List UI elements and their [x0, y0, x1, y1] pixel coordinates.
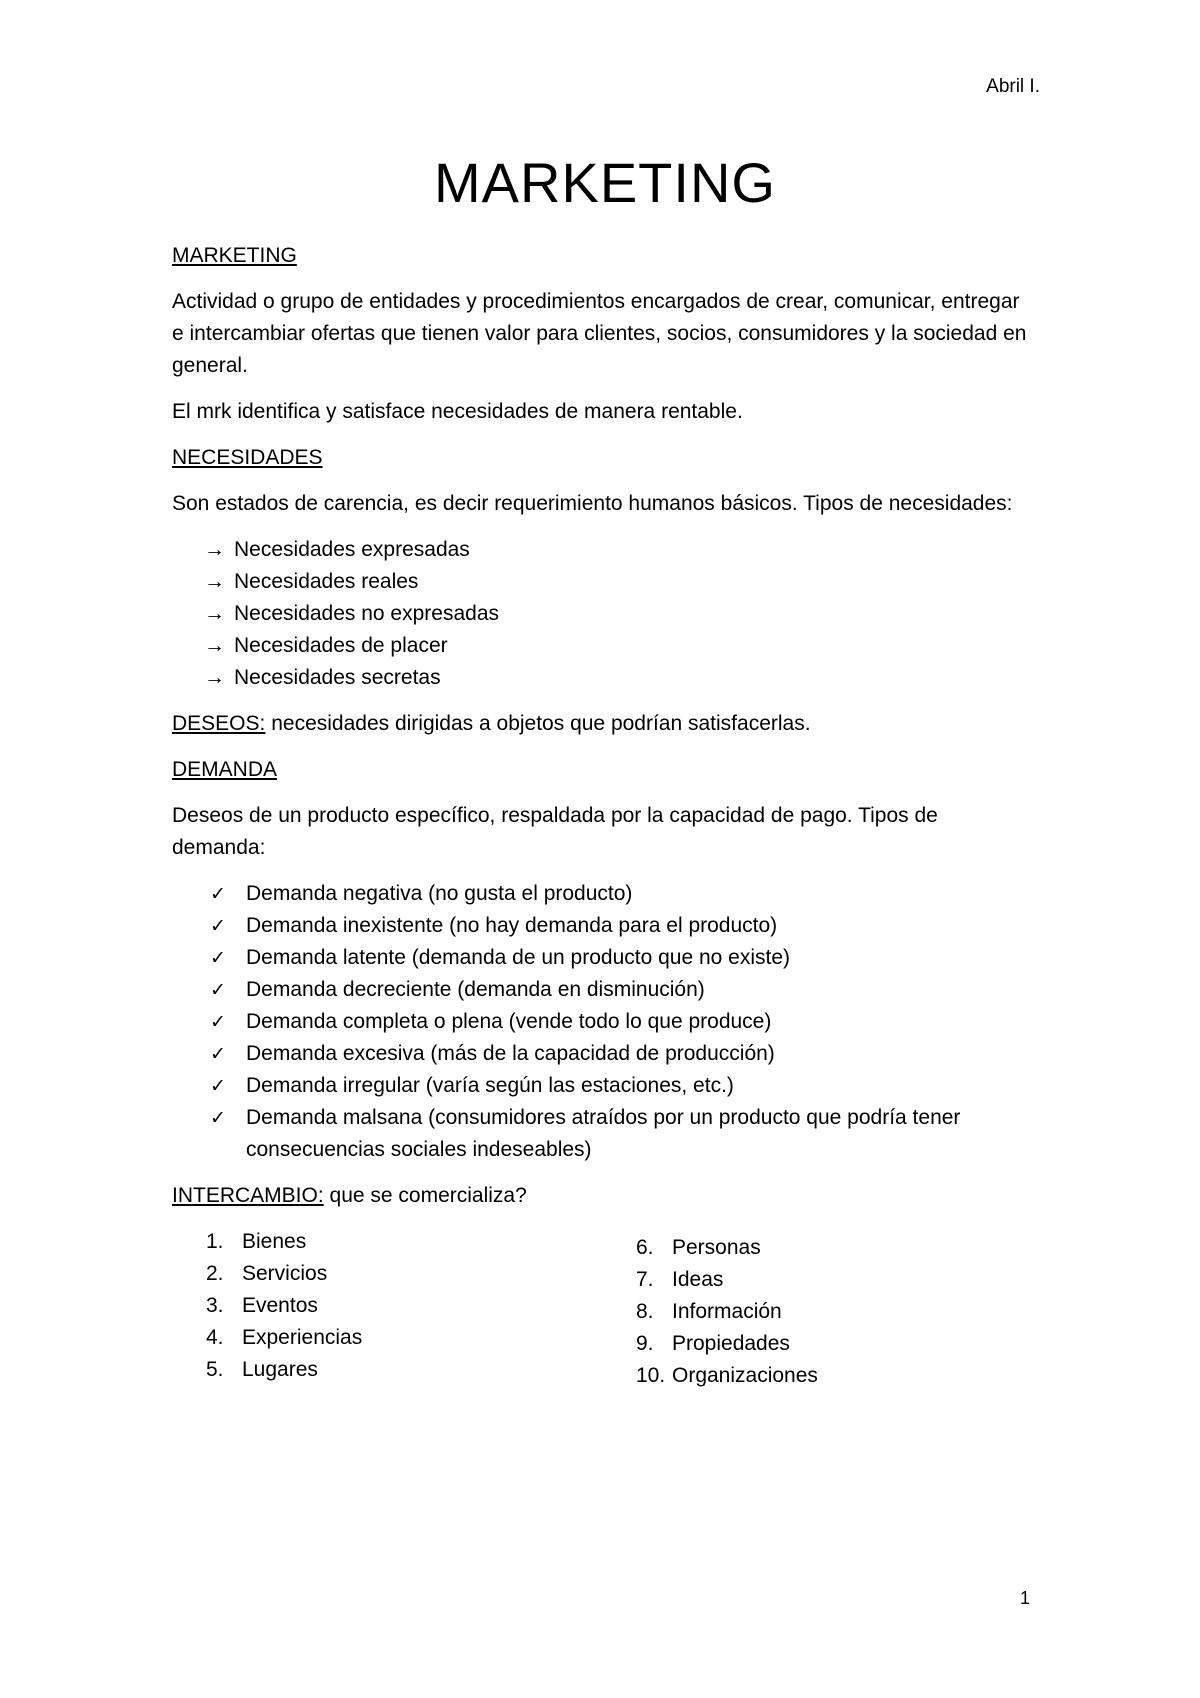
list-item [210, 1006, 1032, 1038]
list-number: 7. [636, 1268, 654, 1291]
list-item-text: Bienes [242, 1230, 307, 1253]
list-item [204, 662, 1032, 694]
list-number: 3. [206, 1294, 224, 1317]
list-item [636, 1232, 1032, 1264]
list-item-text: Necesidades reales [234, 570, 419, 593]
document-title: MARKETING [434, 151, 776, 214]
intercambio-columns [172, 1226, 1032, 1392]
list-number: 2. [206, 1262, 224, 1285]
checkmark-icon: ✓ [210, 1075, 226, 1097]
arrow-icon: → [204, 666, 225, 689]
list-item-text: Organizaciones [672, 1364, 818, 1387]
deseos-text: necesidades dirigidas a objetos que podrían satisfacerlas. [265, 712, 811, 735]
list-item-text: Lugares [242, 1358, 318, 1381]
arrow-icon: → [204, 634, 225, 657]
list-item [636, 1264, 1032, 1296]
list-item [204, 566, 1032, 598]
list-item-text: Demanda excesiva (más de la capacidad de producción) [246, 1042, 775, 1065]
list-item-text: Experiencias [242, 1326, 363, 1349]
arrow-icon: → [204, 602, 225, 625]
list-item [204, 598, 1032, 630]
deseos-paragraph [172, 708, 1032, 740]
list-item [636, 1360, 1032, 1392]
section-heading-marketing: MARKETING [172, 244, 297, 267]
section-heading-deseos: DESEOS: [172, 712, 266, 735]
list-item-text: Demanda inexistente (no hay demanda para el producto) [246, 914, 778, 937]
list-item [636, 1328, 1032, 1360]
list-item-text: Demanda latente (demanda de un producto que no existe) [246, 946, 791, 969]
list-item [210, 1070, 1032, 1102]
document-body [172, 240, 1032, 1392]
checkmark-icon: ✓ [210, 883, 226, 905]
list-item [210, 1102, 1032, 1166]
list-item [204, 534, 1032, 566]
section-heading-intercambio: INTERCAMBIO: [172, 1184, 324, 1207]
list-number: 8. [636, 1300, 654, 1323]
section-heading-necesidades: NECESIDADES [172, 446, 323, 469]
necesidades-intro: Son estados de carencia, es decir requerimiento humanos básicos. Tipos de necesidades: [172, 492, 1013, 515]
list-item [206, 1322, 602, 1354]
list-item-text: Demanda irregular (varía según las estaciones, etc.) [246, 1074, 734, 1097]
intercambio-text: que se comercializa? [323, 1184, 527, 1207]
list-item [210, 942, 1032, 974]
intercambio-paragraph [172, 1180, 1032, 1212]
list-number: 1. [206, 1230, 224, 1253]
intercambio-column-1 [172, 1226, 602, 1392]
list-number: 4. [206, 1326, 224, 1349]
author-name: Abril I. [986, 76, 1040, 97]
list-item-text: Propiedades [672, 1332, 790, 1355]
list-item [636, 1296, 1032, 1328]
list-item [210, 910, 1032, 942]
list-number: 10. [636, 1364, 666, 1387]
list-item-text: Demanda negativa (no gusta el producto) [246, 882, 633, 905]
list-item-text: Demanda decreciente (demanda en disminución) [246, 978, 705, 1001]
checkmark-icon: ✓ [210, 1011, 226, 1033]
list-item [210, 1038, 1032, 1070]
checkmark-icon: ✓ [210, 979, 226, 1001]
demanda-intro: Deseos de un producto específico, respaldada por la capacidad de pago. Tipos de demanda: [172, 804, 938, 859]
intercambio-column-2 [602, 1226, 1032, 1392]
list-item-text: Eventos [242, 1294, 318, 1317]
marketing-definition: Actividad o grupo de entidades y procedimientos encargados de crear, comunicar, entregar e intercambiar ofertas que tienen valor para clientes, socios, consumidores y la sociedad en general. [172, 290, 1027, 377]
list-number: 9. [636, 1332, 654, 1355]
intercambio-list-2 [602, 1232, 1032, 1392]
checkmark-icon: ✓ [210, 915, 226, 937]
list-item-text: Necesidades secretas [234, 666, 441, 689]
list-item [210, 878, 1032, 910]
checkmark-icon: ✓ [210, 1107, 226, 1129]
list-item-text: Servicios [242, 1262, 328, 1285]
list-item [206, 1354, 602, 1386]
list-item [204, 630, 1032, 662]
arrow-icon: → [204, 538, 225, 561]
page-number: 1 [1019, 1588, 1030, 1608]
list-item-text: Demanda malsana (consumidores atraídos por un producto que podría tener consecuencias sociales indeseables) [246, 1106, 961, 1161]
necesidades-list [172, 534, 1032, 694]
arrow-icon: → [204, 570, 225, 593]
list-item-text: Información [672, 1300, 782, 1323]
intercambio-list-1 [172, 1226, 602, 1386]
list-number: 5. [206, 1358, 224, 1381]
list-item-text: Necesidades expresadas [234, 538, 470, 561]
marketing-note: El mrk identifica y satisface necesidades de manera rentable. [172, 400, 743, 423]
list-item [206, 1290, 602, 1322]
list-item-text: Personas [672, 1236, 761, 1259]
demanda-list [172, 878, 1032, 1166]
list-item-text: Necesidades de placer [234, 634, 448, 657]
checkmark-icon: ✓ [210, 1043, 226, 1065]
list-number: 6. [636, 1236, 654, 1259]
checkmark-icon: ✓ [210, 947, 226, 969]
list-item [206, 1226, 602, 1258]
list-item-text: Ideas [672, 1268, 724, 1291]
list-item-text: Demanda completa o plena (vende todo lo que produce) [246, 1010, 772, 1033]
list-item [210, 974, 1032, 1006]
list-item-text: Necesidades no expresadas [234, 602, 500, 625]
section-heading-demanda: DEMANDA [172, 758, 278, 781]
list-item [206, 1258, 602, 1290]
